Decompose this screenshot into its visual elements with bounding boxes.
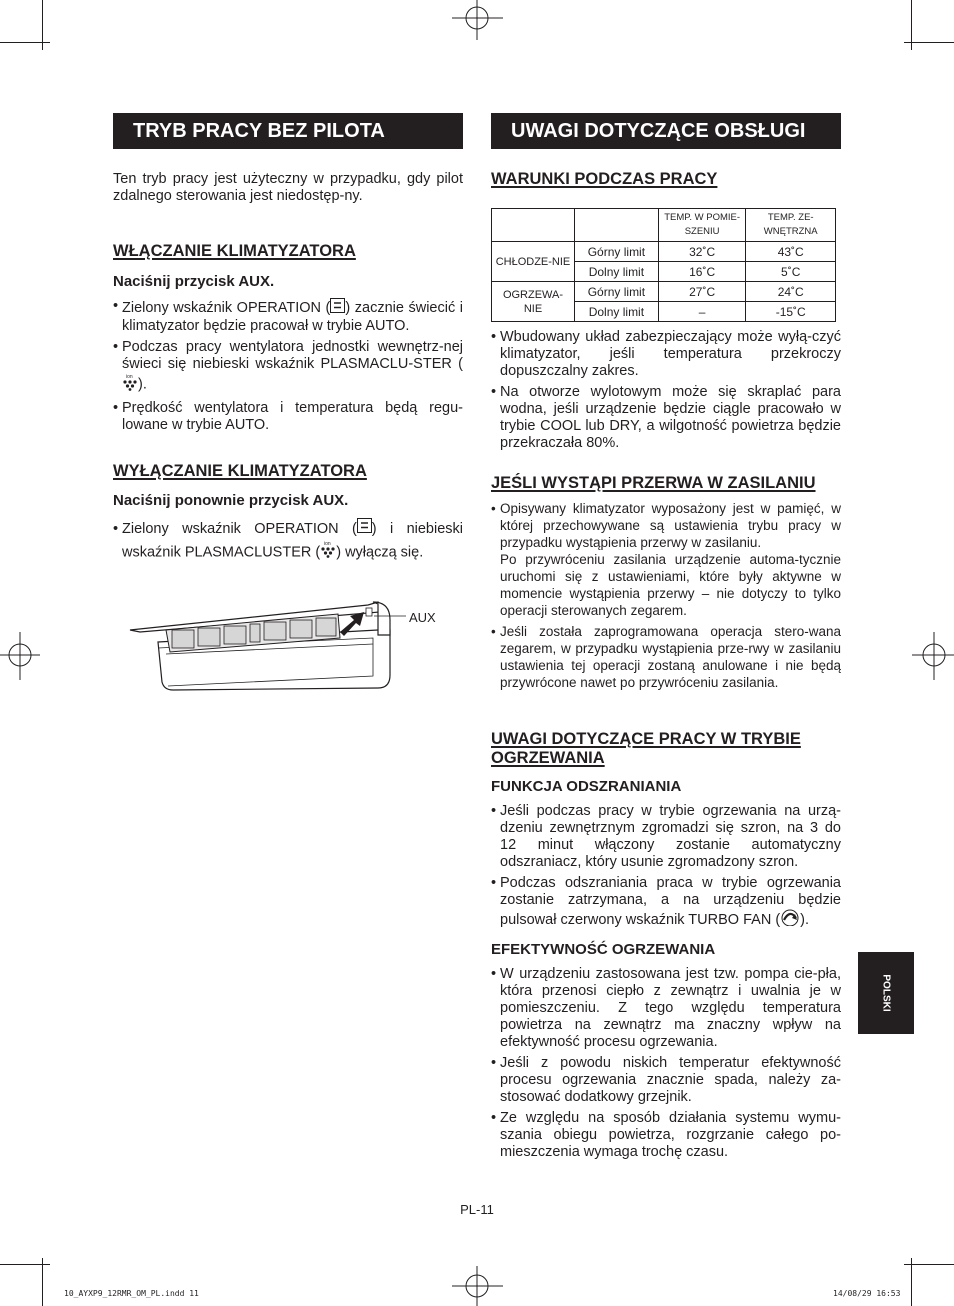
- crop-mark: [0, 42, 50, 43]
- heading-turn-on: WŁĄCZANIE KLIMATYZATORA: [113, 242, 356, 260]
- table-cell: –: [658, 302, 746, 322]
- crop-mark: [0, 1264, 50, 1265]
- page-number: PL-11: [460, 1202, 494, 1217]
- list-item: • Opisywany klimatyzator wyposażony jest w pamięć, w której przechowywane są ustawienia trybu pracy w przypadku wystąpienia przerwy w zasilaniu. Po przywróceniu zasilania urządzenie automa-tycznie uruchomi się z ustawieniami, które były aktywne w momencie wystąpienia przerwy – nie dotyczy to tylko operacji sterowanych zegarem.: [491, 500, 841, 619]
- power-failure-list: [491, 500, 841, 695]
- registration-mark: [912, 624, 954, 686]
- conditions-notes-list: [491, 329, 841, 456]
- turbo-fan-icon: [780, 909, 800, 931]
- section-title-left: TRYB PRACY BEZ PILOTA: [113, 113, 463, 149]
- heading-power-failure: JEŚLI WYSTĄPI PRZERWA W ZASILANIU: [491, 474, 816, 492]
- list-item: • Podczas pracy wentylatora jednostki wewnętrz-nej świeci się niebieski wskaźnik PLASMACLU-STER ( ion ).: [113, 339, 463, 396]
- table-cell-empty: [574, 209, 658, 242]
- table-cell: 27˚C: [658, 282, 746, 302]
- turn-on-list: [113, 298, 463, 438]
- list-item: • Jeśli z powodu niskich temperatur efektywność procesu ogrzewania znacznie spada, należy za-stosować dodatkowy grzejnik.: [491, 1055, 841, 1106]
- list-item: • Na otworze wylotowym może się skraplać para wodna, jeśli urządzenie będzie ciągle pracowało w trybie COOL lub DRY, a wilgotność powietrza będzie przekraczała 80%.: [491, 384, 841, 452]
- list-item: • Prędkość wentylatora i temperatura będą regu-lowane w trybie AUTO.: [113, 400, 463, 434]
- list-item: • Podczas odszraniania praca w trybie ogrzewania zostanie zatrzymana, a na urządzeniu będzie pulsował czerwony wskaźnik TURBO FAN ( ).: [491, 875, 841, 931]
- language-tab: [858, 952, 914, 1034]
- crop-mark: [904, 42, 954, 43]
- table-cell: Górny limit: [574, 282, 658, 302]
- plasmacluster-icon: [122, 373, 138, 396]
- list-item: • Jeśli została zaprogramowana operacja stero-wana zegarem, w przypadku wystąpienia prze-rwy w zasilaniu ustawienia tej operacji zostaną anulowane i nie będą przywrócone nawet po przywróceniu zasilania.: [491, 623, 841, 691]
- turn-off-list: [113, 518, 463, 569]
- heading-defrost: FUNKCJA ODSZRANIANIA: [491, 778, 682, 795]
- table-row-header-heating: OGRZEWA-NIE: [492, 282, 575, 322]
- air-conditioner-illustration: [128, 590, 448, 700]
- table-cell: 32˚C: [658, 242, 746, 262]
- efficiency-list: [491, 966, 841, 1165]
- defrost-list: [491, 803, 841, 935]
- svg-text:ion: ion: [324, 541, 331, 548]
- list-item: • Jeśli podczas pracy w trybie ogrzewania na urzą-dzeniu zewnętrznym zgromadzi się szron, na 3 do 12 minut włączony zostanie automatyczny odszraniacz, który usunie zgromadzony szron.: [491, 803, 841, 871]
- table-cell: Dolny limit: [574, 262, 658, 282]
- footer-file-name: 10_AYXP9_12RMR_OM_PL.indd 11: [64, 1289, 199, 1298]
- crop-mark: [911, 1258, 912, 1306]
- table-cell: Górny limit: [574, 242, 658, 262]
- heading-heating-notes: UWAGI DOTYCZĄCE PRACY W TRYBIE OGRZEWANIA: [491, 730, 801, 767]
- table-cell-empty: [492, 209, 575, 242]
- table-row: [492, 282, 836, 302]
- heading-turn-off: WYŁĄCZANIE KLIMATYZATORA: [113, 462, 367, 480]
- list-item: • W urządzeniu zastosowana jest tzw. pompa cie-pła, która przenosi ciepło z zewnątrz i uwalnia je w pomieszczeniu. Z tego względu temperatura powietrza na zewnątrz ma znaczny wpływ na efektywność procesu ogrzewania.: [491, 966, 841, 1051]
- footer-date: 14/08/29 16:53: [833, 1289, 901, 1298]
- list-item: • Zielony wskaźnik OPERATION ( ) zacznie świecić i klimatyzator będzie pracował w trybie AUTO.: [113, 298, 463, 335]
- table-header-indoor: TEMP. W POMIE-SZENIU: [658, 209, 746, 242]
- operation-indicator-icon: [330, 298, 345, 318]
- table-row: [492, 242, 836, 262]
- instruction-press-aux-again: Naciśnij ponownie przycisk AUX.: [113, 492, 349, 509]
- list-item: • Wbudowany układ zabezpieczający może wyłą-czyć klimatyzator, jeśli temperatura przekroczy dopuszczalny zakres.: [491, 329, 841, 380]
- heading-heating-efficiency: EFEKTYWNOŚĆ OGRZEWANIA: [491, 941, 716, 958]
- intro-text: Ten tryb pracy jest użyteczny w przypadku, gdy pilot zdalnego sterowania jest niedostęp-ny.: [113, 171, 463, 204]
- table-row-header-cooling: CHŁODZE-NIE: [492, 242, 575, 282]
- table-cell: 16˚C: [658, 262, 746, 282]
- crop-mark: [904, 1264, 954, 1265]
- registration-mark: [447, 1264, 509, 1306]
- aux-label: AUX: [409, 610, 436, 625]
- section-title-right: UWAGI DOTYCZĄCE OBSŁUGI: [491, 113, 841, 149]
- registration-mark: [0, 624, 42, 686]
- table-cell: 24˚C: [746, 282, 836, 302]
- table-cell: -15˚C: [746, 302, 836, 322]
- operating-conditions-table: [491, 208, 836, 322]
- registration-mark: [447, 0, 509, 42]
- language-tab-label: POLSKI: [880, 974, 892, 1012]
- list-item: • Zielony wskaźnik OPERATION ( ) i niebieski wskaźnik PLASMACLUSTER ( ion ) wyłączą się.: [113, 518, 463, 565]
- table-header-outdoor: TEMP. ZE-WNĘTRZNA: [746, 209, 836, 242]
- instruction-press-aux: Naciśnij przycisk AUX.: [113, 273, 275, 290]
- table-cell: 5˚C: [746, 262, 836, 282]
- plasmacluster-icon: [320, 540, 336, 565]
- list-item: • Ze względu na sposób działania systemu wymu-szania obiegu powietrza, rozgrzanie całego po-mieszczenia wymaga trochę czasu.: [491, 1110, 841, 1161]
- heading-operating-conditions: WARUNKI PODCZAS PRACY: [491, 170, 718, 188]
- table-cell: Dolny limit: [574, 302, 658, 322]
- table-cell: 43˚C: [746, 242, 836, 262]
- crop-mark: [42, 1258, 43, 1306]
- operation-indicator-icon: [357, 518, 372, 540]
- svg-text:ion: ion: [126, 374, 133, 380]
